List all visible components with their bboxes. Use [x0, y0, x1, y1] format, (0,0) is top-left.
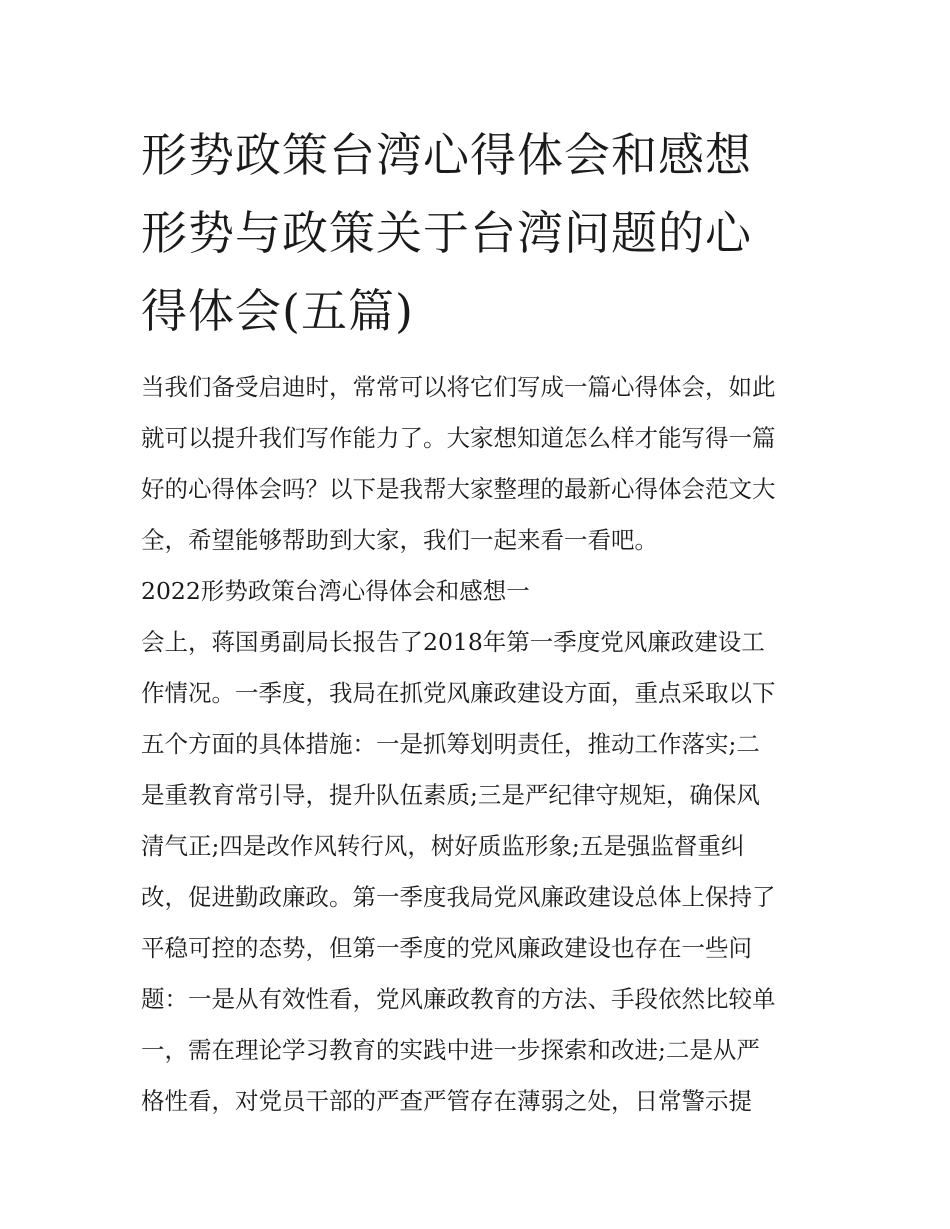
paragraph-line: 会上，蒋国勇副局长报告了2018年第一季度党风廉政建设工: [141, 628, 765, 656]
paragraph-line: 好的心得体会吗？以下是我帮大家整理的最新心得体会范文大: [141, 475, 776, 503]
paragraph-line: 改，促进勤政廉政。第一季度我局党风廉政建设总体上保持了: [141, 883, 776, 911]
paragraph-line: 全，希望能够帮助到大家，我们一起来看一看吧。: [141, 526, 658, 554]
document-title: [141, 116, 812, 350]
paragraph-line: 五个方面的具体措施：一是抓筹划明责任，推动工作落实;二: [141, 730, 760, 758]
section-paragraph: [141, 617, 812, 1127]
intro-paragraph: [141, 362, 812, 566]
paragraph-line: 当我们备受启迪时，常常可以将它们写成一篇心得体会，如此: [141, 373, 776, 401]
paragraph-line: 题：一是从有效性看，党风廉政教育的方法、手段依然比较单: [141, 985, 776, 1013]
paragraph-line: 作情况。一季度，我局在抓党风廉政建设方面，重点采取以下: [141, 679, 776, 707]
title-line: 形势与政策关于台湾问题的心: [141, 206, 752, 260]
section-heading: 2022形势政策台湾心得体会和感想一: [141, 577, 530, 605]
paragraph-line: 是重教育常引导，提升队伍素质;三是严纪律守规矩，确保风: [141, 781, 760, 809]
title-line: 形势政策台湾心得体会和感想: [141, 128, 752, 182]
paragraph-line: 格性看，对党员干部的严查严管存在薄弱之处，日常警示提: [141, 1087, 752, 1115]
title-line: 得体会(五篇): [141, 284, 414, 338]
paragraph-line: 就可以提升我们写作能力了。大家想知道怎么样才能写得一篇: [141, 424, 776, 452]
paragraph-line: 一，需在理论学习教育的实践中进一步探索和改进;二是从严: [141, 1036, 760, 1064]
paragraph-line: 清气正;四是改作风转行风，树好质监形象;五是强监督重纠: [141, 832, 745, 860]
paragraph-line: 平稳可控的态势，但第一季度的党风廉政建设也存在一些问: [141, 934, 752, 962]
